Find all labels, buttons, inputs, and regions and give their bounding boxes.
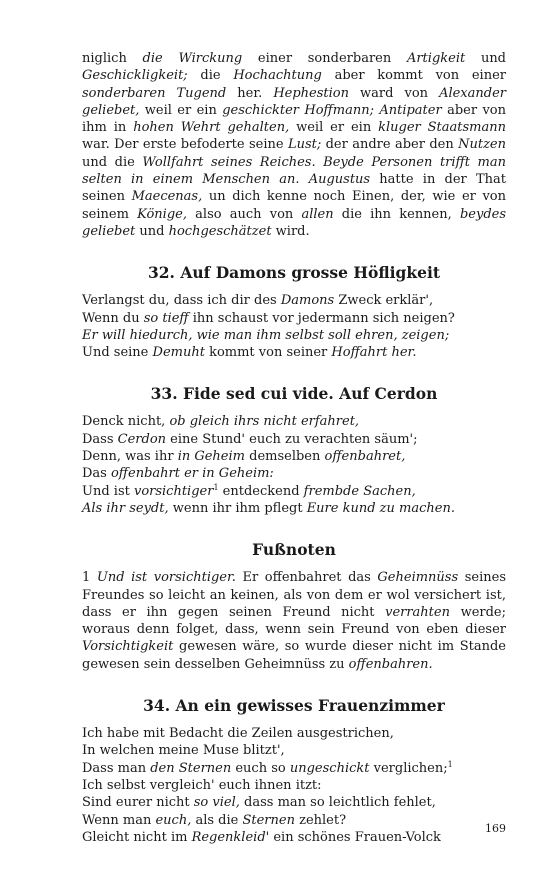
italic-text: Geheimnüss [377,570,459,586]
verse-line [82,431,506,448]
text-run: Zweck erklär', [334,293,434,309]
italic-text: Damons [280,293,335,309]
italic-text: Hochachtung [233,68,322,84]
italic-text: Wollfahrt seines Reiches. Beyde Personen trifft man selten in einem Menschen an. Augustus [82,154,506,188]
text-run: Er offenbahret das [235,570,378,586]
italic-text: Er will hiedurch, wie man ihm selbst soll ehren, zeigen; [82,327,450,343]
verse-line [82,725,506,742]
italic-text: geschickter Hoffmann; [222,102,374,118]
italic-text: die Wirckung [142,51,243,66]
text-run: Das [82,466,111,482]
text-run: her. [226,85,274,101]
text-run: aber von ihm in [82,102,506,136]
text-run: einer sonderbaren [242,51,407,66]
section-32-heading: 32. Auf Damons grosse Höfligkeit [147,263,441,283]
text-run: Wenn du [82,310,144,326]
italic-text: offenbahrt er in Geheim: [110,466,274,482]
text-run: dass man so leichtlich fehlet, [239,795,436,811]
italic-text: vorsichtiger [133,483,214,499]
text-run: Denck nicht, [82,414,170,430]
section-32-poem [82,292,506,361]
text-run: Verlangst du, dass ich dir des [82,293,281,309]
verse-line [82,448,506,465]
text-run: wenn ihr ihm pflegt [168,500,307,516]
italic-text: Regenkleid' [191,829,270,845]
italic-text: Geschickligkeit; [82,68,188,84]
text-run: seines Freundes so leicht an keinen, als von dem er wol versichert ist, dass er ihn gegen seinen Freund nicht [82,570,506,620]
italic-text: Als ihr seydt, [82,500,169,516]
italic-text: Hoffahrt her. [331,345,417,361]
italic-text: Antipater [379,102,442,118]
text-run: ward von [348,85,440,101]
text-run: Dass [82,431,118,447]
section-34-heading: 34. An ein gewisses Frauenzimmer [143,696,445,716]
italic-text: euch, [155,812,192,828]
footnote-marker: 1 [447,759,453,769]
italic-text: so tieff [143,310,189,326]
text-run: 1 [82,570,97,586]
italic-text: den Sternen [150,760,232,776]
italic-text: allen [301,206,334,222]
text-run: die [187,68,234,84]
italic-text: offenbahret, [324,449,406,465]
text-run: wird. [271,223,310,239]
verse-line [82,344,506,361]
italic-text: Alexander geliebet, [82,85,506,118]
text-run: und die [82,154,143,170]
text-run: und [135,223,169,239]
verse-line [82,742,506,759]
italic-text: Vorsichtigkeit [82,639,174,655]
italic-text: Artigkeit [406,51,466,66]
text-run: weil er ein [139,102,223,118]
text-run: eine Stund' euch zu verachten säum'; [166,431,418,447]
italic-text: Nutzen [458,137,506,153]
text-run: Und seine [82,345,153,361]
italic-text: ungeschickt [289,760,370,776]
italic-text: Eure kund zu machen. [306,500,455,516]
italic-text: ob gleich ihrs nicht erfahret, [169,414,360,430]
verse-line [82,500,506,517]
footnotes-heading: Fußnoten [252,540,336,560]
italic-text: Lust; [287,137,322,153]
verse-line [82,310,506,327]
text-run: hatte in der That seinen [82,172,506,205]
italic-text: sonderbaren Tugend [82,85,227,101]
verse-line [82,292,506,309]
text-run: kommt von seiner [204,345,332,361]
italic-text: Und ist vorsichtiger. [96,570,236,586]
italic-text: frembde Sachen, [303,483,416,499]
text-run: niglich [82,51,143,66]
italic-text: beydes geliebet [82,206,506,239]
verse-line [82,327,506,344]
italic-text: verrahten [385,604,450,620]
page-number: 169 [485,822,506,835]
italic-text: Könige, [137,206,187,222]
text-run: der andre aber den [321,137,459,153]
text-run: und [465,51,507,66]
text-run: entdeckend [218,483,304,499]
text-run: ihn schaust vor jedermann sich neigen? [188,310,455,326]
text-run: werde; woraus denn folget, dass, wenn sein Freund von eben dieser [82,604,506,638]
footnote-marker: 1 [213,482,219,492]
italic-text: Maecenas, [131,189,203,205]
italic-text: Cerdon [117,431,167,447]
text-run: In welchen meine Muse blitzt', [82,743,285,759]
text-run: die ihn kennen, [333,206,460,222]
text-run: Gleicht nicht im [82,829,192,845]
italic-text: hochgeschätzet [168,223,272,239]
text-run: als die [191,812,243,828]
section-33-poem [82,413,506,517]
verse-line [82,812,506,829]
italic-text: so viel, [193,795,240,811]
text-run: war. Der erste befoderte seine [82,137,288,153]
text-run: ein schönes Frauen-Volck [269,829,441,845]
verse-line [82,760,506,777]
text-run: demselben [244,449,325,465]
text-run: verglichen; [369,760,448,776]
italic-text: in Geheim [177,449,245,465]
text-run: gewesen wäre, so wurde dieser nicht im Stande gewesen sein desselben Geheimnüss zu [82,639,506,672]
text-run: un dich kenne noch Einen, der, wie er von seinem [82,189,507,222]
text-run: zehlet? [294,812,347,828]
section-34-poem [82,725,506,846]
text-run: Denn, was ihr [82,449,178,465]
intro-paragraph [82,50,506,240]
text-run: Ich habe mit Bedacht die Zeilen ausgestrichen, [82,726,394,742]
section-33-heading: 33. Fide sed cui vide. Auf Cerdon [150,384,438,404]
verse-line [82,829,506,846]
text-run: euch so [231,760,290,776]
text-run: Wenn man [82,812,156,828]
verse-line [82,794,506,811]
verse-line [82,413,506,430]
text-run: Dass man [82,760,151,776]
text-run: Ich selbst vergleich' euch ihnen itzt: [82,777,322,793]
text-run: Sind eurer nicht [82,795,194,811]
italic-text: Demuht [152,345,205,361]
italic-text: offenbahren. [348,656,433,672]
italic-text: Hephestion [273,85,349,101]
italic-text: kluger Staatsmann [378,120,507,136]
text-run: Und ist [82,483,134,499]
footnote-text [82,569,506,673]
text-run: also auch von [186,206,302,222]
verse-line [82,483,506,500]
page-content [82,50,506,846]
verse-line [82,777,506,794]
text-run: aber kommt von einer [321,68,506,84]
text-run: weil er ein [289,120,379,136]
italic-text: hohen Wehrt gehalten, [133,120,290,136]
verse-line [82,465,506,482]
italic-text: Sternen [242,812,295,828]
